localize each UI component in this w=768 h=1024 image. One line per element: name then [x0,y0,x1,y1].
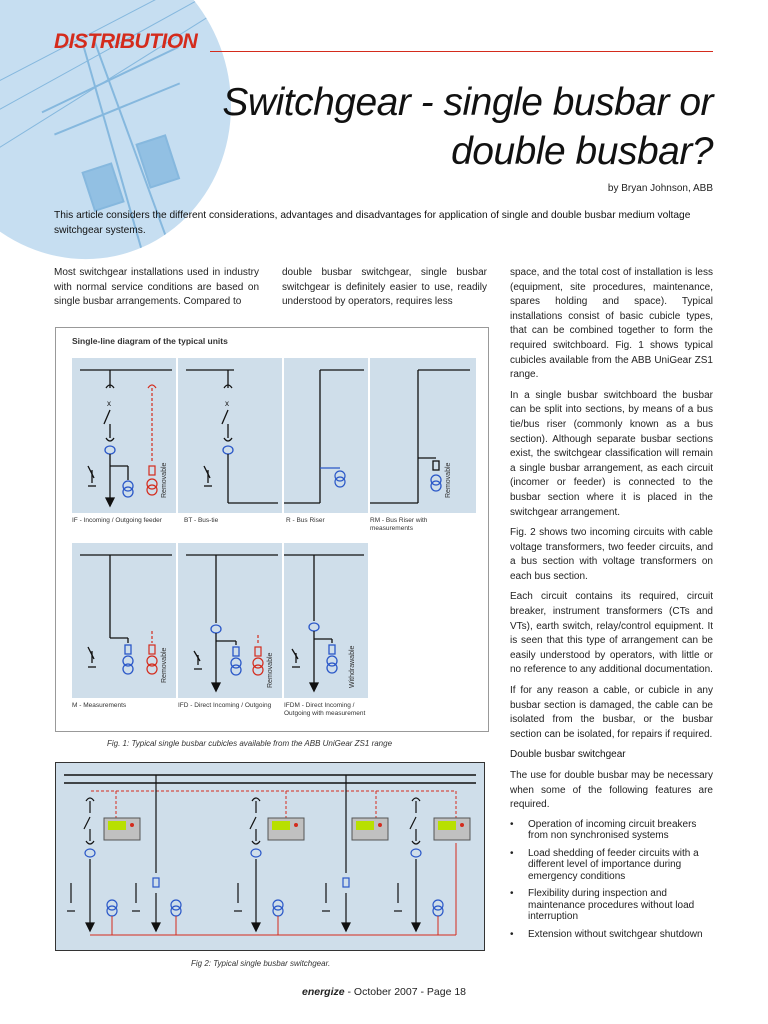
withdrawable-label: Withdrawable [349,645,356,688]
byline: by Bryan Johnson, ABB [607,183,713,194]
relay-icon [104,818,140,840]
paragraph: Fig. 2 shows two incoming circuits with cable voltage transformers, two feeder circuits, and a bus section with voltage transformers on each bus section. [510,527,713,582]
figure-1-caption: Fig. 1: Typical single busbar cubicles available from the ABB UniGear ZS1 range [107,739,393,748]
cubicle-r-panel [284,358,368,513]
relay-icon [352,818,388,840]
title-line-2: double busbar? [451,130,713,173]
bullet-list [510,819,713,941]
removable-label: Removable [445,462,452,498]
article-title [153,78,713,176]
section-label: DISTRIBUTION [54,30,198,53]
issue-info: - October 2007 - Page 18 [344,986,466,998]
column-3 [510,266,713,946]
cubicle-m-diagram [72,543,176,698]
list-item: • Load shedding of feeder circuits with a different level of importance during emergency conditions [510,848,713,883]
column-1 [54,266,259,316]
figure-2-diagram [56,763,484,950]
column-2 [282,266,487,316]
cubicle-rm-diagram [370,358,476,513]
list-item: • Extension without switchgear shutdown [510,929,713,941]
svg-text:x: x [225,399,229,408]
label-ifd: IFD - Direct Incoming / Outgoing [178,702,272,709]
removable-label: Removable [161,647,168,683]
cubicle-r-diagram [284,358,368,513]
cubicle-rm-panel [370,358,476,513]
paragraph: Each circuit contains its required, circuit breaker, instrument transformers (CTs and VTs), earth switch, relay/control equipment. It is seen that this type of arrangement can be easily understood by operators, with little or no reference to any additional documentation. [510,591,713,676]
cubicle-ifd-panel [178,543,282,698]
label-rm: RM - Bus Riser with measurements [370,517,428,532]
cubicle-bt-panel [178,358,282,513]
cubicle-if-diagram [72,358,176,513]
label-ifdm: IFDM - Direct Incoming / Outgoing with measurement [284,702,366,717]
paragraph: The use for double busbar may be necessary when some of the following features are required. [510,770,713,811]
cubicle-ifd-diagram [178,543,282,698]
label-if: IF - Incoming / Outgoing feeder [72,517,162,524]
relay-icon [434,818,470,840]
cubicle-bt-diagram [178,358,282,513]
removable-label: Removable [161,462,168,498]
figure-2 [55,762,485,951]
list-item: • Operation of incoming circuit breakers from non synchronised systems [510,819,713,842]
list-item: • Flexibility during inspection and maintenance procedures without load interruption [510,888,713,923]
paragraph: Most switchgear installations used in industry with normal service conditions are based on single busbar arrangements. Compared to [54,267,259,308]
cubicle-if-panel [72,358,176,513]
title-line-1: Switchgear - single busbar or [222,81,713,124]
figure-2-caption: Fig 2: Typical single busbar switchgear. [191,959,331,968]
paragraph: If for any reason a cable, or cubicle in any busbar section is damaged, the cable can be isolated from the busbar, or the busbar section can be isolated, for repairs if required. [510,685,713,740]
paragraph: In a single busbar switchboard the busbar can be split into sections, by means of a bus tie/bus riser (commonly known as a bus section). Although separate busbar sections exist, the switchgear classification will remain a single busbar arrangement, as each circuit (incomer or feeder) is connected to the busbar section where it is placed in the switchgear arrangement. [510,389,713,518]
cubicle-ifdm-diagram [284,543,368,698]
magazine-name: energize [301,986,345,998]
figure-1 [55,327,489,732]
subheading: Double busbar switchgear [510,749,626,761]
label-bt: BT - Bus-tie [184,517,219,524]
paragraph: double busbar switchgear, single busbar switchgear is definitely easier to use, readily understood by operators, requires less [282,267,487,308]
paragraph: space, and the total cost of installation is less (equipment, site procedures, maintenance, spares holding and space). Typical installations consist of basic cubicle types, that can be combined together to form the required switchboard. Fig. 1 shows typical cubicles available from the ABB UniGear ZS1 range. [510,267,713,381]
figure-1-heading: Single-line diagram of the typical units [72,336,228,346]
header-rule [210,51,713,52]
removable-label: Removable [267,652,274,688]
label-m: M - Measurements [72,702,127,709]
intro-paragraph: This article considers the different considerations, advantages and disadvantages for application of single and double busbar medium voltage switchgear systems. [54,210,691,236]
label-r: R - Bus Riser [286,517,325,524]
page-footer [0,986,768,998]
relay-icon [268,818,304,840]
cubicle-ifdm-panel [284,543,368,698]
svg-text:x: x [107,399,111,408]
cubicle-m-panel [72,543,176,698]
